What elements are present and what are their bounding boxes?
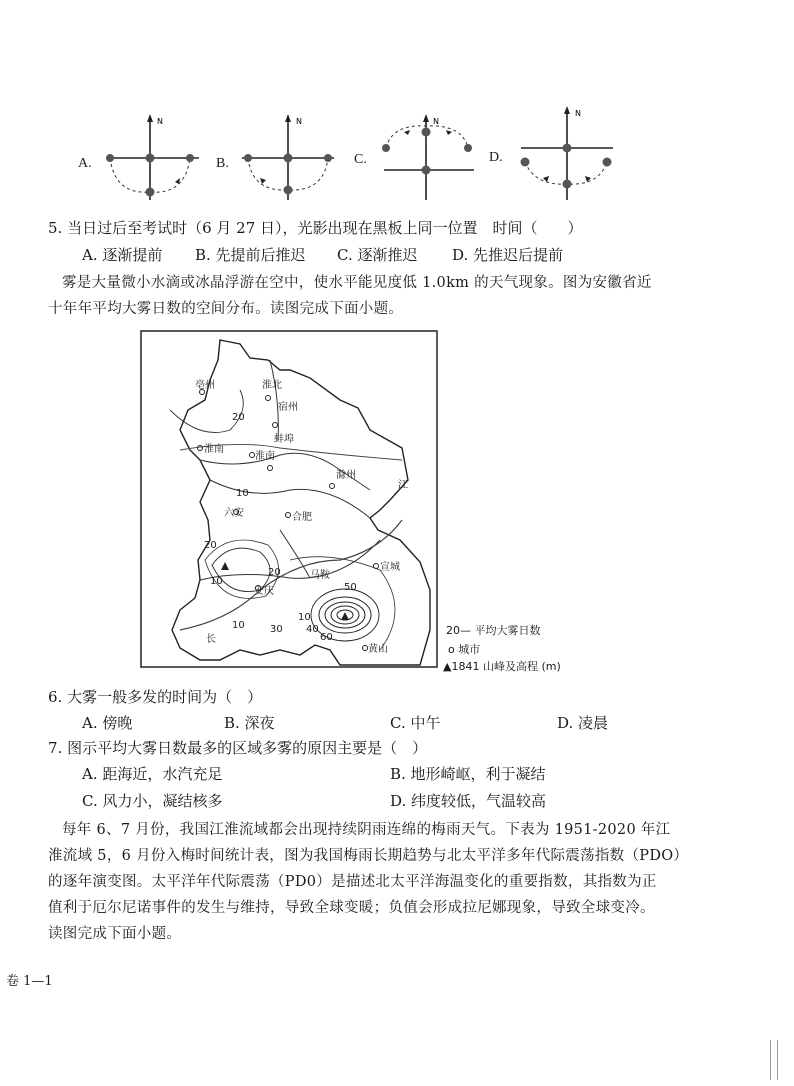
svg-text:N: N: [157, 117, 163, 126]
option-b-label: B.: [216, 156, 229, 171]
svg-text:N: N: [433, 117, 439, 126]
q5-stem: 5. 当日过后至考试时（6 月 27 日），光影出现在黑板上同一位置 时间（ ）: [48, 219, 583, 237]
q7-option-d: D. 纬度较低，气温较高: [390, 792, 547, 810]
svg-text:亳州: 亳州: [195, 380, 215, 391]
option-d-label: D.: [489, 150, 503, 165]
svg-text:淮北: 淮北: [262, 380, 282, 391]
meiyu-intro-line3: 的逐年演变图。太平洋年代际震荡（PD0）是描述北太平洋海温变化的重要指数，其指数为正: [48, 874, 657, 890]
svg-text:宣城: 宣城: [380, 562, 400, 573]
q5-option-a: A. 逐渐提前: [82, 246, 163, 264]
q6-stem: 6. 大雾一般多发的时间为（ ）: [48, 688, 263, 706]
svg-text:50: 50: [344, 582, 357, 593]
q7-option-a: A. 距海近，水汽充足: [82, 765, 223, 783]
meiyu-intro-line5: 读图完成下面小题。: [48, 926, 182, 942]
svg-text:60: 60: [320, 632, 333, 643]
page-footer-mark: 卷 1—1: [6, 974, 53, 989]
svg-text:10: 10: [232, 620, 245, 631]
q5-option-b: B. 先提前后推迟: [195, 246, 306, 264]
diagram-options: [0, 100, 794, 200]
meiyu-intro-line1: 每年 6、7 月份，我国江淮流域都会出现持续阴雨连绵的梅雨天气。下表为 1951-2020 年江: [62, 822, 671, 838]
option-a-label: A.: [78, 156, 92, 171]
svg-text:淮南: 淮南: [255, 451, 275, 462]
diagram-c: [370, 100, 490, 200]
diagram-b: [230, 100, 350, 200]
q7-stem: 7. 图示平均大雾日数最多的区域多雾的原因主要是（ ）: [48, 739, 428, 757]
svg-text:10: 10: [236, 488, 249, 499]
q5-option-d: D. 先推迟后提前: [452, 246, 564, 264]
svg-text:40: 40: [306, 624, 319, 635]
svg-text:20: 20: [268, 567, 281, 578]
q6-option-c: C. 中午: [390, 714, 441, 732]
svg-text:黄山: 黄山: [368, 644, 388, 655]
svg-text:10: 10: [298, 612, 311, 623]
svg-text:20: 20: [232, 412, 245, 423]
svg-text:淮南: 淮南: [204, 444, 224, 455]
svg-text:滁州: 滁州: [336, 470, 356, 481]
svg-text:安庆: 安庆: [254, 586, 274, 597]
svg-text:30: 30: [270, 624, 283, 635]
legend-city: o 城市: [448, 643, 481, 656]
diagram-a: [95, 100, 215, 200]
fog-map-svg: [140, 330, 440, 670]
peak-triangle-icon: ▲: [443, 660, 452, 673]
q7-option-b: B. 地形崎岖，利于凝结: [390, 765, 546, 783]
svg-text:合肥: 合肥: [292, 512, 312, 523]
svg-text:马鞍: 马鞍: [310, 570, 330, 581]
legend-contour: 20— 平均大雾日数: [446, 624, 541, 637]
svg-text:10: 10: [210, 576, 223, 587]
meiyu-intro-line4: 值利于厄尔尼诺事件的发生与维持，导致全球变暖；负值会形成拉尼娜现象，导致全球变冷。: [48, 900, 655, 916]
q6-option-d: D. 凌晨: [557, 714, 609, 732]
svg-text:长: 长: [206, 634, 216, 645]
q6-option-b: B. 深夜: [224, 714, 275, 732]
svg-text:宿州: 宿州: [278, 402, 298, 413]
q5-option-c: C. 逐渐推迟: [337, 246, 418, 264]
diagram-d: [505, 100, 635, 200]
svg-text:N: N: [575, 109, 581, 118]
svg-text:六安: 六安: [224, 508, 244, 519]
legend-peak: ▲1841 山峰及高程 (m): [443, 660, 561, 673]
q7-option-c: C. 风力小，凝结核多: [82, 792, 223, 810]
fog-map: [140, 330, 440, 670]
svg-text:江: 江: [398, 480, 408, 491]
q6-option-a: A. 傍晚: [82, 714, 133, 732]
fog-intro-line1: 雾是大量微小水滴或冰晶浮游在空中，使水平能见度低 1.0km 的天气现象。图为安徽省近: [62, 275, 652, 291]
svg-text:蚌埠: 蚌埠: [274, 434, 294, 445]
fog-intro-line2: 十年年平均大雾日数的空间分布。读图完成下面小题。: [48, 301, 404, 317]
svg-text:20: 20: [204, 540, 217, 551]
svg-text:N: N: [296, 117, 302, 126]
meiyu-intro-line2: 淮流域 5，6 月份入梅时间统计表，图为我国梅雨长期趋势与北太平洋多年代际震荡指数（PDO）: [48, 848, 689, 864]
page-edge-mark: [770, 1040, 778, 1080]
option-c-label: C.: [354, 152, 367, 167]
